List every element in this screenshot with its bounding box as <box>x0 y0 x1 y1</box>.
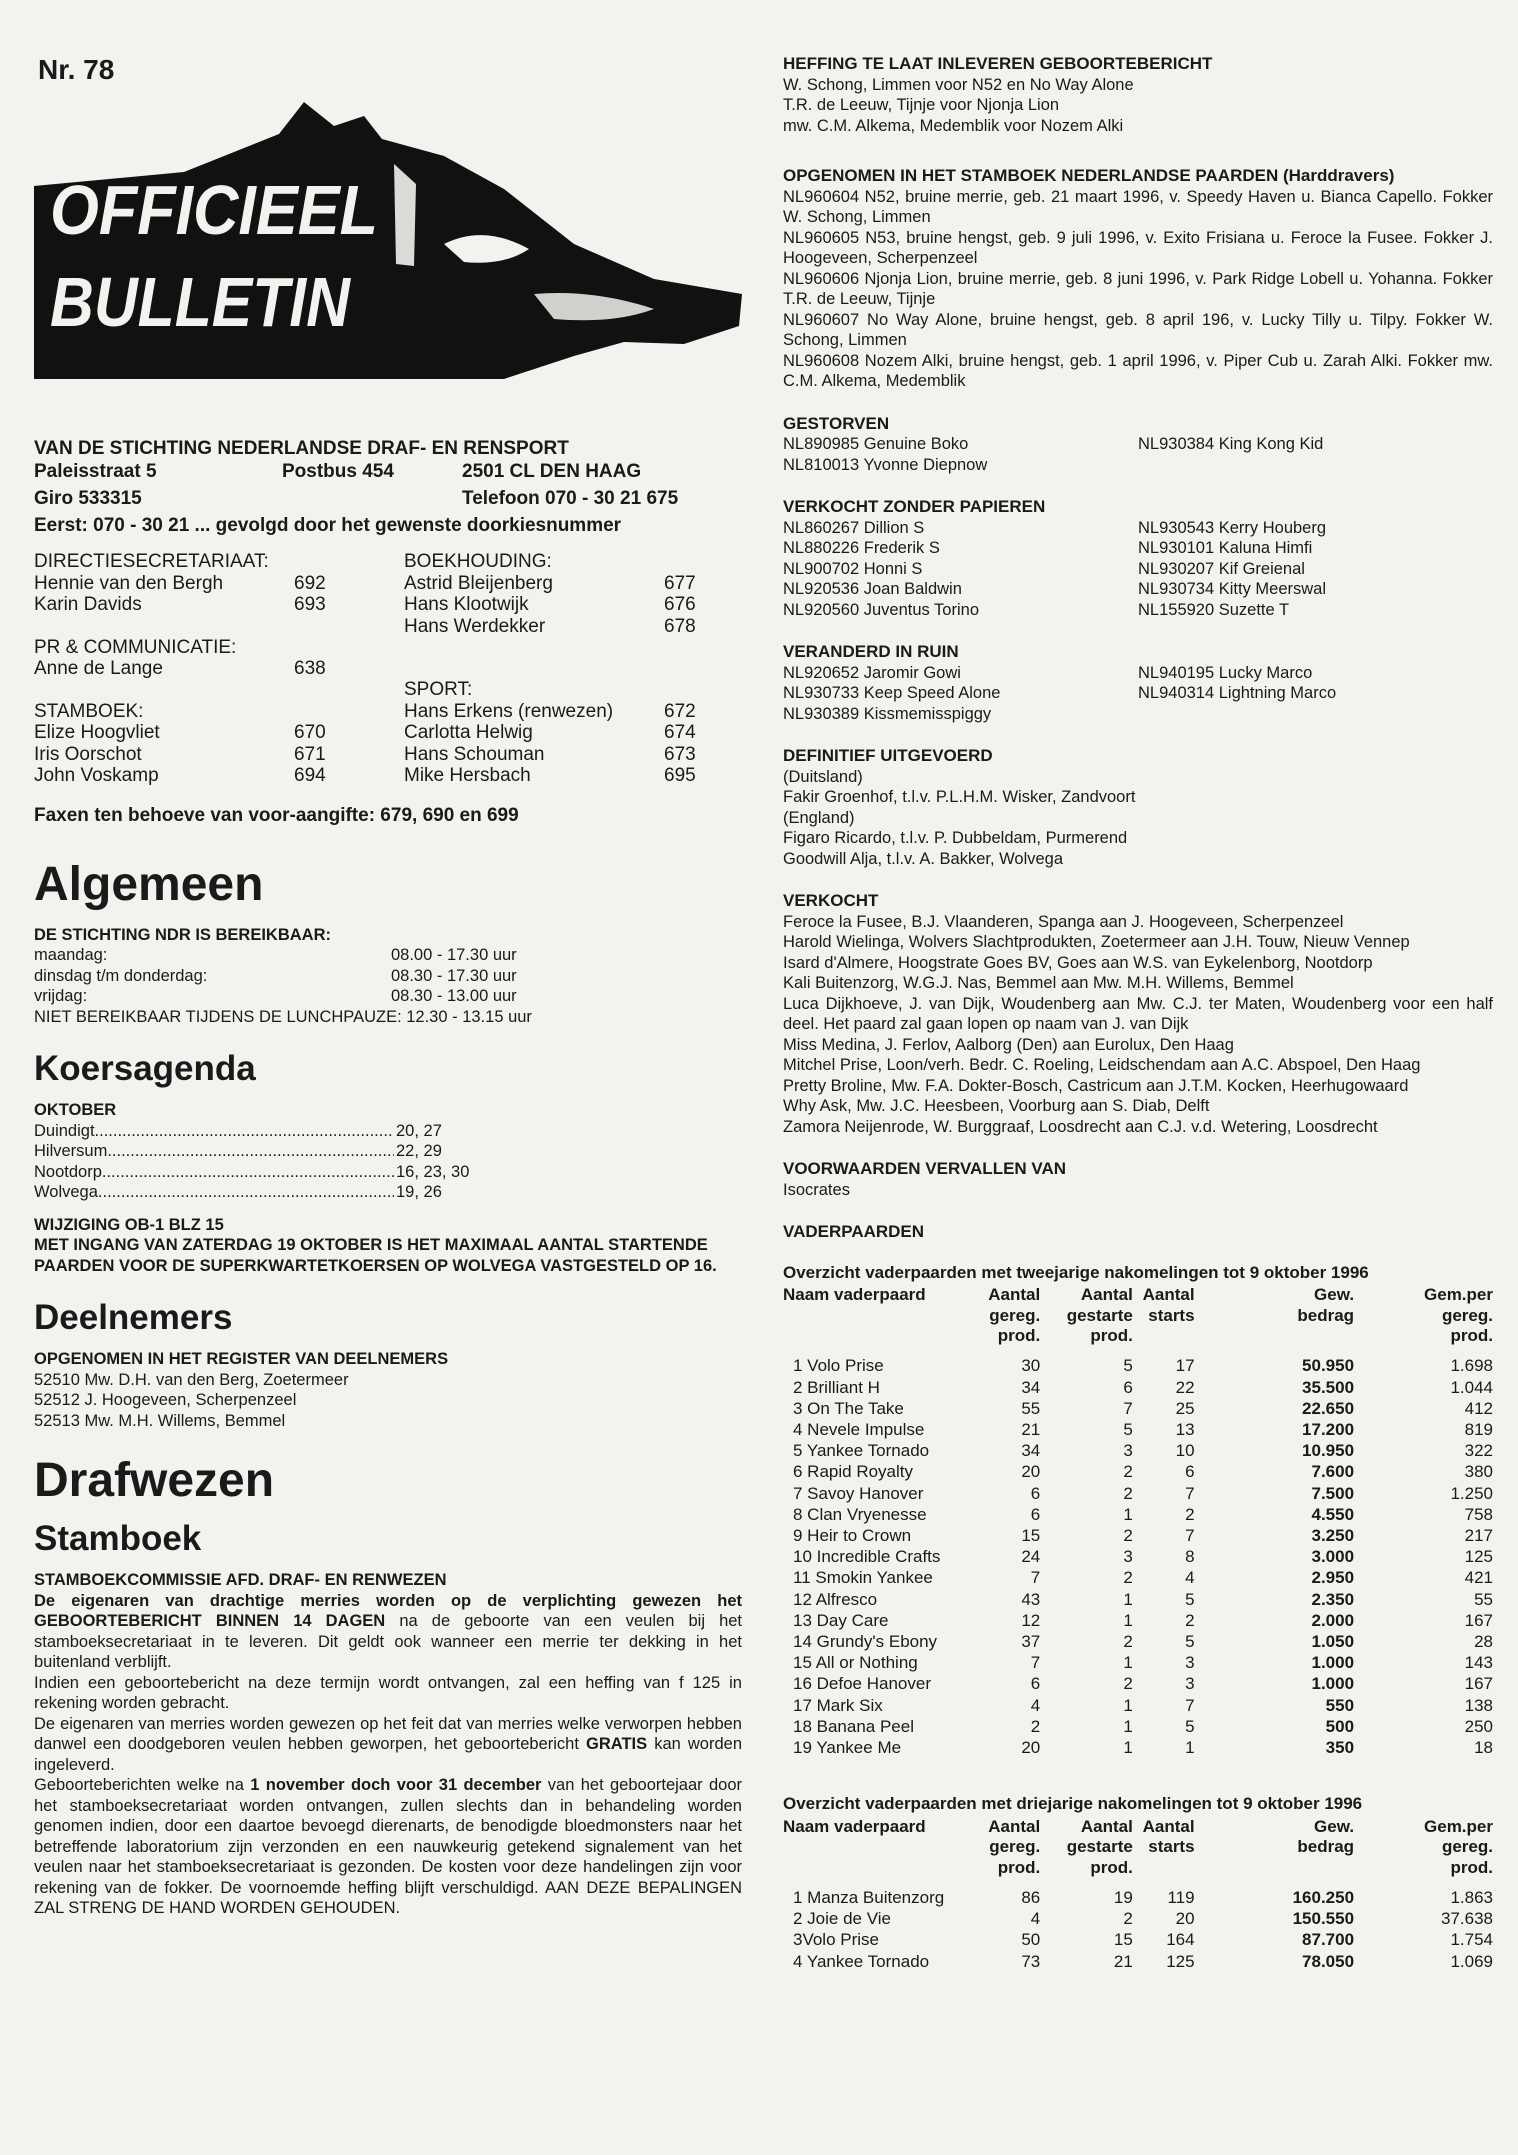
table-cell: 119 <box>1167 1887 1195 1907</box>
table-cell: 758 <box>1464 1504 1493 1524</box>
table2-title: Overzicht vaderpaarden met driejarige nakomelingen tot 9 oktober 1996 <box>783 1794 1363 1814</box>
publisher-phone: Telefoon 070 - 30 21 675 <box>462 488 679 509</box>
table-cell: 24 <box>1021 1547 1041 1567</box>
table-cell: 34 <box>1021 1441 1041 1461</box>
table-cell: 6 <box>1030 1483 1041 1503</box>
left-column <box>34 54 742 1919</box>
logo-line2: BULLETIN <box>50 263 352 341</box>
table-cell: 3.000 <box>1311 1547 1355 1567</box>
algemeen-title: Algemeen <box>34 857 264 911</box>
table-cell: 4 Nevele Impulse <box>793 1419 925 1439</box>
horse-head-logo <box>34 94 742 379</box>
uitgevoerd-title: DEFINITIEF UITGEVOERD <box>783 746 993 765</box>
deelnemers-title: Deelnemers <box>34 1298 233 1337</box>
table-header-row: Naam vaderpaard Aantal gereg. prod. Aantal gestarte prod. Aantal starts Gew. bedrag Gem.per gereg. prod. <box>783 1816 1493 1877</box>
list-item: NL930734 Kitty Meerswal <box>1138 580 1327 598</box>
table-row <box>783 1440 1493 1461</box>
list-item: Zamora Neijenrode, W. Burggraaf, Loosdrecht aan C.J. v.d. Wetering, Loosdrecht <box>783 1117 1378 1136</box>
table-cell: 5 Yankee Tornado <box>793 1441 930 1461</box>
verkocht-zonder-title: VERKOCHT ZONDER PAPIEREN <box>783 497 1046 516</box>
paragraph: De eigenaren van merries worden gewezen op het feit dat van merries welke verworpen hebben danwel een doodgeboren veulen hebben geworpen, het geboortebericht GRATIS kan worden ingeleverd. <box>34 1714 742 1774</box>
extension-note: Eerst: 070 - 30 21 ... gevolgd door het gewenste doorkiesnummer <box>34 515 622 536</box>
table-cell: 43 <box>1021 1589 1041 1609</box>
table-cell: 3 <box>1185 1653 1195 1673</box>
table-cell: 7 <box>1185 1483 1195 1503</box>
paragraph: Geboorteberichten welke na 1 november doch voor 31 december van het geboortejaar door het stamboeksecretariaat worden ontvangen, zullen slechts dan in behandeling worden genomen indien, door een daartoe bevoegd dierenarts, de benodigde bloedmonsters naar het betreffende laboratorium zijn verzonden en een nauwkeurig getekend signalement van het veulen naar het stamboeksecretariaat is gezonden. De kosten voor deze handelingen zijn voor rekening van de fokker. De voornoemde heffing blijft verschuldigd. AAN DEZE BEPALINGEN ZAL STRENG DE HAND WORDEN GEHOUDEN. <box>34 1776 743 1917</box>
table-cell: 1 <box>1123 1737 1133 1757</box>
table-row <box>783 1878 1493 1908</box>
publisher-giro: Giro 533315 <box>34 488 142 509</box>
list-item: Pretty Broline, Mw. F.A. Dokter-Bosch, Castricum aan J.T.M. Kocken, Heerhugowaard <box>783 1076 1409 1095</box>
table-cell: 14 Grundy's Ebony <box>793 1631 938 1651</box>
table-cell: 4 <box>1030 1695 1041 1715</box>
verkocht-title: VERKOCHT <box>783 891 879 910</box>
hours-row: dinsdag t/m donderdag: 08.30 - 17.30 uur <box>34 966 517 985</box>
table-row <box>783 1951 1493 1972</box>
table-cell: 1.044 <box>1450 1377 1493 1397</box>
table-cell: 73 <box>1021 1951 1041 1971</box>
voorwaarden-title: VOORWAARDEN VERVALLEN VAN <box>783 1159 1067 1178</box>
agenda-row: Duindigt ..... 20, 27 <box>34 1121 742 1142</box>
table-cell: 1.000 <box>1311 1653 1355 1673</box>
list-item: Miss Medina, J. Ferlov, Aalborg (Den) aan Eurolux, Den Haag <box>783 1035 1234 1054</box>
table-cell: 6 Rapid Royalty <box>793 1462 914 1482</box>
publisher-block <box>34 437 742 537</box>
table-row <box>783 1929 1493 1950</box>
list-item: 52513 Mw. M.H. Willems, Bemmel <box>34 1411 286 1430</box>
agenda-row: Hilversum ..... 22, 29 <box>34 1141 742 1162</box>
table-cell: 3 On The Take <box>793 1398 904 1418</box>
table-cell: 3 <box>1123 1441 1133 1461</box>
table-row <box>783 1673 1493 1694</box>
table-cell: 20 <box>1021 1737 1041 1757</box>
commissie-title: STAMBOEKCOMMISSIE AFD. DRAF- EN RENWEZEN <box>34 1571 447 1589</box>
table-cell: 5 <box>1123 1419 1133 1439</box>
table-cell: 322 <box>1464 1441 1493 1461</box>
table-cell: 8 Clan Vryenesse <box>793 1504 927 1524</box>
hours-row: maandag: 08.00 - 17.30 uur <box>34 946 517 964</box>
table-cell: 350 <box>1325 1737 1355 1757</box>
table-cell: 4 <box>1185 1568 1195 1588</box>
table-cell: 37.638 <box>1441 1909 1493 1929</box>
contact-row: Hans Erkens (renwezen) 672 <box>404 700 696 722</box>
list-item: 52510 Mw. D.H. van den Berg, Zoetermeer <box>34 1370 349 1389</box>
list-item: NL930207 Kif Greienal <box>1138 559 1305 578</box>
table-cell: 1.250 <box>1450 1483 1493 1503</box>
contact-row: Astrid Bleijenberg 677 <box>404 572 696 594</box>
fax-note: Faxen ten behoeve van voor-aangifte: 679, 690 en 699 <box>34 804 519 826</box>
pr-title: PR & COMMUNICATIE: <box>34 636 237 658</box>
publisher-name: VAN DE STICHTING NEDERLANDSE DRAF- EN RENSPORT <box>34 438 569 459</box>
table-cell: 5 <box>1123 1356 1133 1376</box>
table-cell: 125 <box>1464 1547 1493 1567</box>
table-cell: 1 Volo Prise <box>793 1356 884 1376</box>
table-cell: 550 <box>1325 1695 1355 1715</box>
table-cell: 19 Yankee Me <box>793 1737 902 1757</box>
algemeen-sub: DE STICHTING NDR IS BEREIKBAAR: <box>34 925 332 944</box>
list-item: Luca Dijkhoeve, J. van Dijk, Woudenberg aan Mw. C.J. ter Maten, Woudenberg voor een half deel. Het paard zal gaan lopen op naam van J. van Dijk <box>783 994 1493 1033</box>
table-row <box>783 1504 1493 1525</box>
table-cell: 10.950 <box>1302 1441 1355 1461</box>
list-item: NL920560 Juventus Torino <box>783 600 980 619</box>
table-cell: 2 <box>1185 1610 1195 1630</box>
vaderpaarden-table-2jr <box>783 1285 1493 1758</box>
table-cell: 20 <box>1021 1462 1041 1482</box>
table-cell: 1.754 <box>1450 1930 1493 1950</box>
table-cell: 167 <box>1464 1610 1493 1630</box>
list-item: NL960604 N52, bruine merrie, geb. 21 maart 1996, v. Speedy Haven u. Bianca Capello. Fokker W. Schong, Limmen <box>783 187 1493 226</box>
list-item: (England) <box>783 808 855 827</box>
list-item: T.R. de Leeuw, Tijnje voor Njonja Lion <box>783 96 1060 114</box>
list-item: NL900702 Honni S <box>783 559 923 578</box>
table-cell: 819 <box>1464 1419 1493 1439</box>
table-cell: 138 <box>1464 1695 1493 1715</box>
contact-row: Hans Klootwijk 676 <box>404 594 696 615</box>
table-cell: 78.050 <box>1302 1951 1355 1971</box>
list-item: Goodwill Alja, t.l.v. A. Bakker, Wolvega <box>783 849 1064 868</box>
boek-title: BOEKHOUDING: <box>404 551 552 572</box>
table-cell: 160.250 <box>1292 1887 1355 1907</box>
table-row <box>783 1737 1493 1758</box>
list-item: NL940195 Lucky Marco <box>1138 663 1313 682</box>
table-cell: 1.050 <box>1311 1631 1355 1651</box>
heffing-title: HEFFING TE LAAT INLEVEREN GEBOORTEBERICHT <box>783 54 1213 73</box>
veranderd-title: VERANDERD IN RUIN <box>783 642 959 661</box>
deelnemers-sub: OPGENOMEN IN HET REGISTER VAN DEELNEMERS <box>34 1350 449 1368</box>
list-item: NL155920 Suzette T <box>1138 600 1290 619</box>
contact-row: Karin Davids 693 <box>34 594 326 615</box>
table-row <box>783 1567 1493 1588</box>
table-cell: 1.000 <box>1311 1674 1355 1694</box>
list-item: NL930384 King Kong Kid <box>1138 435 1324 453</box>
table-row <box>783 1652 1493 1673</box>
right-column <box>783 54 1493 1972</box>
table-cell: 2 <box>1123 1909 1133 1929</box>
table-cell: 87.700 <box>1302 1930 1355 1950</box>
table-cell: 22.650 <box>1302 1398 1355 1418</box>
table-cell: 421 <box>1464 1568 1493 1588</box>
table-cell: 4.550 <box>1311 1504 1355 1524</box>
table-cell: 7 Savoy Hanover <box>793 1483 924 1503</box>
table-cell: 1 <box>1123 1653 1133 1673</box>
table-cell: 12 Alfresco <box>793 1589 878 1609</box>
table-cell: 1 <box>1123 1716 1133 1736</box>
table-cell: 2.000 <box>1311 1610 1355 1630</box>
list-item: 52512 J. Hoogeveen, Scherpenzeel <box>34 1391 297 1409</box>
list-item: mw. C.M. Alkema, Medemblik voor Nozem Alki <box>783 116 1124 135</box>
contact-row: Hans Schouman 673 <box>404 743 696 765</box>
contact-row: Anne de Lange 638 <box>34 658 326 679</box>
table-cell: 2.950 <box>1311 1568 1355 1588</box>
list-item: (Duitsland) <box>783 767 863 786</box>
vaderpaarden-table-3jr <box>783 1817 1493 1972</box>
table-cell: 22 <box>1175 1377 1195 1397</box>
table-row <box>783 1461 1493 1482</box>
list-item: Figaro Ricardo, t.l.v. P. Dubbeldam, Purmerend <box>783 829 1128 847</box>
table-row <box>783 1716 1493 1737</box>
agenda-change: WIJZIGING OB-1 BLZ 15 MET INGANG VAN ZATERDAG 19 OKTOBER IS HET MAXIMAAL AANTAL STARTENDE PAARDEN VOOR DE SUPERKWARTETKOERSEN OP WOLVEGA VASTGESTELD OP 16. <box>34 1215 717 1275</box>
list-item: Fakir Groenhof, t.l.v. P.L.H.M. Wisker, Zandvoort <box>783 788 1136 806</box>
table-cell: 1 <box>1185 1737 1195 1757</box>
table-cell: 1.069 <box>1450 1951 1493 1971</box>
table-row <box>783 1908 1493 1929</box>
table-cell: 5 <box>1185 1589 1195 1609</box>
table-cell: 16 Defoe Hanover <box>793 1674 931 1694</box>
koersagenda-title: Koersagenda <box>34 1049 256 1088</box>
contacts <box>34 551 742 787</box>
table-cell: 7 <box>1030 1568 1041 1588</box>
table-cell: 17 Mark Six <box>793 1695 883 1715</box>
table-cell: 7 <box>1185 1525 1195 1545</box>
table-cell: 250 <box>1464 1716 1493 1736</box>
lunch-note: NIET BEREIKBAAR TIJDENS DE LUNCHPAUZE: 12.30 - 13.15 uur <box>34 1007 532 1026</box>
agenda-row: Nootdorp ..... 16, 23, 30 <box>34 1162 742 1183</box>
agenda-month: OKTOBER <box>34 1101 117 1119</box>
publisher-city: 2501 CL DEN HAAG <box>462 461 642 482</box>
table-cell: 150.550 <box>1292 1909 1355 1929</box>
table-cell: 164 <box>1166 1930 1195 1950</box>
table-cell: 50.950 <box>1302 1356 1355 1376</box>
paragraph: De eigenaren van drachtige merries worden op de verplichting gewezen het GEBOORTEBERICHT BINNEN 14 DAGEN na de geboorte van een veulen bij het stamboeksecretariaat in te leveren. Dit geldt ook wanneer een merrie ter dekking in het buitenland verblijft. <box>34 1591 743 1671</box>
table-cell: 10 <box>1175 1441 1195 1461</box>
contact-row: Hennie van den Bergh 692 <box>34 572 326 594</box>
table-cell: 7.600 <box>1311 1462 1355 1482</box>
table-cell: 2 <box>1123 1525 1133 1545</box>
table-row <box>783 1483 1493 1504</box>
table-row <box>783 1631 1493 1652</box>
table-cell: 17 <box>1175 1356 1195 1376</box>
contact-row: Hans Werdekker 678 <box>404 615 696 637</box>
table-cell: 2 <box>1123 1462 1133 1482</box>
table-cell: 2 <box>1123 1631 1133 1651</box>
list-item: W. Schong, Limmen voor N52 en No Way Alone <box>783 75 1134 94</box>
table-cell: 7 <box>1030 1653 1041 1673</box>
table-cell: 125 <box>1166 1951 1195 1971</box>
table-cell: 167 <box>1464 1674 1493 1694</box>
table-cell: 143 <box>1464 1653 1493 1673</box>
list-item: NL920536 Joan Baldwin <box>783 580 962 598</box>
drafwezen-title: Drafwezen <box>34 1454 275 1507</box>
table-row <box>783 1525 1493 1546</box>
table-cell: 2 Brilliant H <box>793 1377 880 1397</box>
publisher-street: Paleisstraat 5 <box>34 461 157 482</box>
gestorven-title: GESTORVEN <box>783 413 890 433</box>
table-cell: 19 <box>1113 1887 1133 1907</box>
table-cell: 4 <box>1030 1909 1041 1929</box>
table-cell: 13 Day Care <box>793 1610 889 1630</box>
list-item: Why Ask, Mw. J.C. Heesbeen, Voorburg aan S. Diab, Delft <box>783 1097 1210 1115</box>
agenda-row: Wolvega ..... 19, 26 <box>34 1182 742 1203</box>
list-item: NL960605 N53, bruine hengst, geb. 9 juli 1996, v. Exito Frisiana u. Feroce la Fusee. Fokker J. Hoogeveen, Scherpenzeel <box>783 228 1493 267</box>
table-cell: 55 <box>1021 1398 1041 1418</box>
table-cell: 3Volo Prise <box>793 1930 879 1950</box>
table-cell: 5 <box>1185 1631 1195 1651</box>
table-cell: 55 <box>1474 1589 1493 1609</box>
table-row <box>783 1546 1493 1567</box>
list-item: Isocrates <box>783 1180 850 1199</box>
table-row <box>783 1419 1493 1440</box>
table-cell: 50 <box>1021 1930 1041 1950</box>
list-item: Isard d'Almere, Hoogstrate Goes BV, Goes aan W.S. van Eykelenborg, Nootdorp <box>783 953 1373 972</box>
table-cell: 500 <box>1325 1716 1355 1736</box>
table-cell: 412 <box>1464 1398 1493 1418</box>
table-cell: 2 <box>1123 1568 1133 1588</box>
table-row <box>783 1589 1493 1610</box>
table-cell: 28 <box>1474 1631 1493 1651</box>
table-row <box>783 1398 1493 1419</box>
table-cell: 13 <box>1175 1419 1195 1439</box>
table-cell: 1 <box>1123 1589 1133 1609</box>
table-cell: 217 <box>1464 1525 1493 1545</box>
table-cell: 17.200 <box>1302 1419 1355 1439</box>
table1-title: Overzicht vaderpaarden met tweejarige nakomelingen tot 9 oktober 1996 <box>783 1262 1369 1282</box>
table-cell: 15 All or Nothing <box>793 1653 918 1673</box>
table-cell: 1 Manza Buitenzorg <box>793 1887 945 1907</box>
table-cell: 3 <box>1123 1547 1133 1567</box>
vaderpaarden-title: VADERPAARDEN <box>783 1222 925 1241</box>
table-cell: 380 <box>1464 1462 1493 1482</box>
contact-row: Mike Hersbach 695 <box>404 765 696 786</box>
sport-title: SPORT: <box>404 679 473 700</box>
table-cell: 6 <box>1123 1377 1133 1397</box>
list-item: NL920652 Jaromir Gowi <box>783 663 961 682</box>
table-cell: 18 Banana Peel <box>793 1716 914 1736</box>
contacts-col2 <box>404 551 742 787</box>
list-item: NL960608 Nozem Alki, bruine hengst, geb. 1 april 1996, v. Piper Cub u. Zarah Alki. Fokker mw. C.M. Alkema, Medemblik <box>783 351 1493 390</box>
opgenomen-title: OPGENOMEN IN HET STAMBOEK NEDERLANDSE PAARDEN (Harddravers) <box>783 166 1395 185</box>
table-cell: 2.350 <box>1311 1589 1355 1609</box>
list-item: NL860267 Dillion S <box>783 518 925 537</box>
list-item: NL810013 Yvonne Diepnow <box>783 455 988 474</box>
table-cell: 15 <box>1113 1930 1133 1950</box>
table-cell: 9 Heir to Crown <box>793 1525 912 1545</box>
list-item: NL960607 No Way Alone, bruine hengst, geb. 8 april 196, v. Lucky Tilly u. Tilpy. Fokker W. Schong, Limmen <box>783 310 1493 349</box>
table-cell: 21 <box>1021 1419 1041 1439</box>
list-item: Feroce la Fusee, B.J. Vlaanderen, Spanga aan J. Hoogeveen, Scherpenzeel <box>783 912 1344 931</box>
table-header-row: Naam vaderpaard Aantal gereg. prod. Aantal gestarte prod. Aantal starts Gew. bedrag Gem.per gereg. prod. <box>783 1285 1493 1345</box>
table-cell: 2 <box>1030 1716 1041 1736</box>
table-cell: 25 <box>1175 1398 1195 1418</box>
contacts-col1 <box>34 551 404 787</box>
table-cell: 34 <box>1021 1377 1041 1397</box>
table-cell: 1 <box>1123 1504 1133 1524</box>
table-cell: 1.698 <box>1450 1356 1493 1376</box>
hours-row: vrijdag: 08.30 - 13.00 uur <box>34 987 517 1005</box>
table-cell: 6 <box>1030 1674 1041 1694</box>
list-item: NL930733 Keep Speed Alone <box>783 684 1001 702</box>
table-cell: 7.500 <box>1311 1483 1355 1503</box>
paragraph: Indien een geboortebericht na deze termijn wordt ontvangen, zal een heffing van f 125 in rekening worden gebracht. <box>34 1673 742 1712</box>
list-item: Harold Wielinga, Wolvers Slachtprodukten, Zoetermeer aan J.H. Touw, Nieuw Vennep <box>783 933 1410 951</box>
table-cell: 1 <box>1123 1610 1133 1630</box>
table-cell: 21 <box>1113 1951 1133 1971</box>
directie-title: DIRECTIESECRETARIAAT: <box>34 551 269 572</box>
contact-row: Carlotta Helwig 674 <box>404 722 696 743</box>
table-cell: 1 <box>1123 1695 1133 1715</box>
table-cell: 3 <box>1185 1674 1195 1694</box>
contact-row: Iris Oorschot 671 <box>34 743 326 765</box>
table-cell: 2 <box>1123 1674 1133 1694</box>
table-cell: 35.500 <box>1302 1377 1355 1397</box>
table-row <box>783 1377 1493 1398</box>
list-item: NL930389 Kissmemisspiggy <box>783 704 992 723</box>
table-cell: 10 Incredible Crafts <box>793 1547 941 1567</box>
list-item: NL880226 Frederik S <box>783 539 940 557</box>
table-cell: 7 <box>1123 1398 1133 1418</box>
table-row <box>783 1610 1493 1631</box>
table-cell: 37 <box>1021 1631 1041 1651</box>
table-row <box>783 1695 1493 1716</box>
table-cell: 4 Yankee Tornado <box>793 1951 930 1971</box>
table-cell: 6 <box>1030 1504 1041 1524</box>
list-item: NL930543 Kerry Houberg <box>1138 518 1327 537</box>
table-cell: 1.863 <box>1450 1887 1493 1907</box>
table-cell: 30 <box>1021 1356 1041 1376</box>
table-cell: 8 <box>1185 1547 1195 1567</box>
table-cell: 18 <box>1474 1737 1493 1757</box>
table-cell: 2 <box>1123 1483 1133 1503</box>
table-cell: 6 <box>1185 1462 1195 1482</box>
stamboek-subtitle: Stamboek <box>34 1519 202 1558</box>
list-item: NL960606 Njonja Lion, bruine merrie, geb. 8 juni 1996, v. Park Ridge Lobell u. Yohanna. Fokker T.R. de Leeuw, Tijnje <box>783 269 1493 308</box>
table-cell: 3.250 <box>1311 1525 1355 1545</box>
table-cell: 5 <box>1185 1716 1195 1736</box>
table-cell: 2 <box>1185 1504 1195 1524</box>
table-cell: 15 <box>1021 1525 1041 1545</box>
issue-number: Nr. 78 <box>38 54 115 85</box>
list-item: NL890985 Genuine Boko <box>783 435 969 453</box>
table-cell: 86 <box>1021 1887 1041 1907</box>
table-cell: 12 <box>1021 1610 1041 1630</box>
list-item: Kali Buitenzorg, W.G.J. Nas, Bemmel aan Mw. M.H. Willems, Bemmel <box>783 974 1294 992</box>
contact-row: John Voskamp 694 <box>34 765 326 786</box>
bulletin-logo <box>34 94 742 379</box>
table-cell: 20 <box>1175 1909 1195 1929</box>
list-item: NL930101 Kaluna Himfi <box>1138 539 1313 557</box>
table-cell: 11 Smokin Yankee <box>793 1568 933 1588</box>
publisher-postbus: Postbus 454 <box>282 461 394 482</box>
logo-line1: OFFICIEEL <box>50 171 378 249</box>
contact-row: Elize Hoogvliet 670 <box>34 722 326 743</box>
table-row <box>783 1347 1493 1377</box>
stamboek-title: STAMBOEK: <box>34 700 144 722</box>
list-item: NL940314 Lightning Marco <box>1138 684 1337 702</box>
table-cell: 7 <box>1185 1695 1195 1715</box>
list-item: Mitchel Prise, Loon/verh. Bedr. C. Roeling, Leidschendam aan A.C. Abspoel, Den Haag <box>783 1056 1421 1074</box>
table-cell: 2 Joie de Vie <box>793 1909 891 1929</box>
